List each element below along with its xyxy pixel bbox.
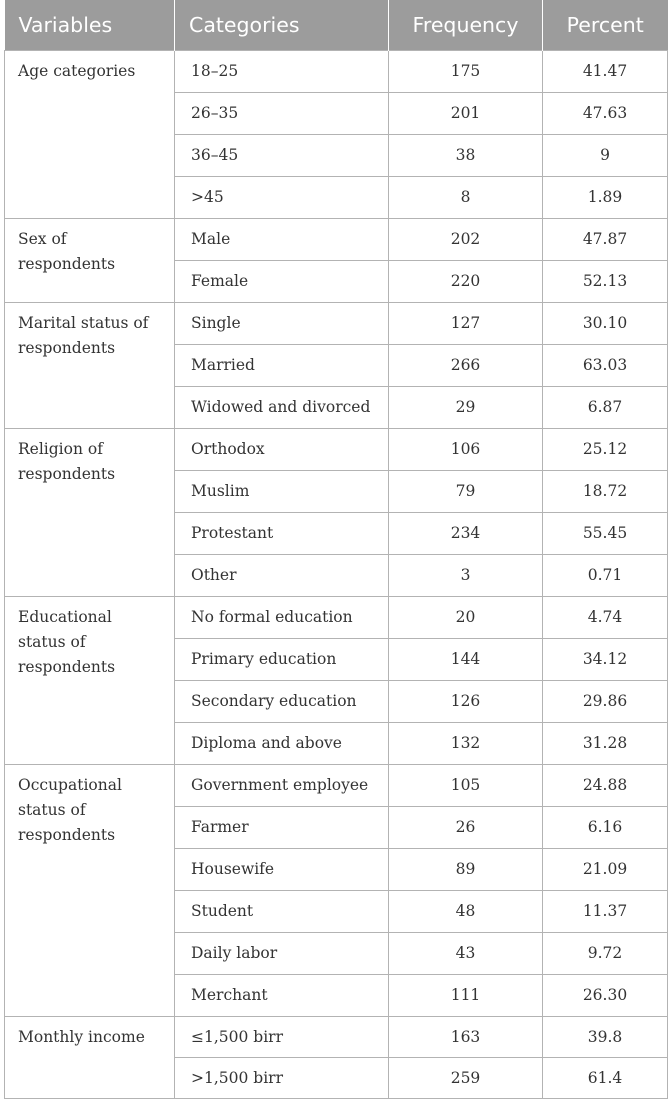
variable-label: Occupational status of respondents [18,775,122,844]
category-cell: Housewife [175,848,389,890]
percent-cell: 0.71 [543,554,668,596]
category-cell: Government employee [175,764,389,806]
percent-cell: 9 [543,134,668,176]
percent-cell: 11.37 [543,890,668,932]
percent-cell: 34.12 [543,638,668,680]
category-cell: Other [175,554,389,596]
table-row [5,50,668,92]
frequency-cell: 220 [389,260,543,302]
frequency-cell: 201 [389,92,543,134]
category-cell: Widowed and divorced [175,386,389,428]
frequency-cell: 202 [389,218,543,260]
percent-cell: 41.47 [543,50,668,92]
percent-cell: 4.74 [543,596,668,638]
table-body [5,50,668,1098]
frequency-cell: 111 [389,974,543,1016]
frequency-cell: 20 [389,596,543,638]
percent-cell: 52.13 [543,260,668,302]
sociodemographic-table [4,0,668,1099]
frequency-cell: 175 [389,50,543,92]
frequency-cell: 26 [389,806,543,848]
frequency-cell: 38 [389,134,543,176]
percent-cell: 47.63 [543,92,668,134]
table-row [5,218,668,260]
category-cell: Farmer [175,806,389,848]
percent-cell: 26.30 [543,974,668,1016]
table-row [5,1016,668,1057]
variable-label: Sex of respondents [18,229,116,273]
variable-cell [5,50,175,218]
table-row [5,302,668,344]
category-cell: Daily labor [175,932,389,974]
category-cell: Secondary education [175,680,389,722]
category-cell: >1,500 birr [175,1057,389,1098]
frequency-cell: 105 [389,764,543,806]
percent-cell: 25.12 [543,428,668,470]
percent-cell: 18.72 [543,470,668,512]
frequency-cell: 106 [389,428,543,470]
category-cell: Married [175,344,389,386]
percent-cell: 6.87 [543,386,668,428]
percent-cell: 55.45 [543,512,668,554]
frequency-cell: 89 [389,848,543,890]
variable-label: Monthly income [18,1027,145,1046]
variable-cell [5,218,175,302]
percent-cell: 63.03 [543,344,668,386]
category-cell: Student [175,890,389,932]
percent-cell: 31.28 [543,722,668,764]
percent-cell: 47.87 [543,218,668,260]
variable-label: Educational status of respondents [18,607,116,676]
percent-cell: 29.86 [543,680,668,722]
frequency-cell: 8 [389,176,543,218]
frequency-cell: 234 [389,512,543,554]
frequency-cell: 132 [389,722,543,764]
category-cell: Male [175,218,389,260]
variable-cell [5,1016,175,1098]
percent-cell: 61.4 [543,1057,668,1098]
frequency-cell: 127 [389,302,543,344]
percent-cell: 39.8 [543,1016,668,1057]
percent-cell: 6.16 [543,806,668,848]
variable-label: Age categories [18,61,136,80]
frequency-cell: 259 [389,1057,543,1098]
frequency-cell: 43 [389,932,543,974]
frequency-cell: 126 [389,680,543,722]
category-cell: Primary education [175,638,389,680]
category-cell: Single [175,302,389,344]
table-header [5,0,668,50]
category-cell: >45 [175,176,389,218]
variable-label: Marital status of respondents [18,313,149,357]
variable-label: Religion of respondents [18,439,116,483]
header-frequency: Frequency [389,0,543,50]
percent-cell: 21.09 [543,848,668,890]
frequency-cell: 29 [389,386,543,428]
variable-cell [5,764,175,1016]
table-row [5,428,668,470]
frequency-cell: 266 [389,344,543,386]
header-row [5,0,668,50]
table-row [5,764,668,806]
category-cell: Protestant [175,512,389,554]
percent-cell: 9.72 [543,932,668,974]
percent-cell: 24.88 [543,764,668,806]
category-cell: Orthodox [175,428,389,470]
category-cell: Merchant [175,974,389,1016]
header-variables: Variables [5,0,175,50]
category-cell: Female [175,260,389,302]
frequency-cell: 79 [389,470,543,512]
category-cell: No formal education [175,596,389,638]
category-cell: Muslim [175,470,389,512]
variable-cell [5,596,175,764]
frequency-cell: 163 [389,1016,543,1057]
header-percent: Percent [543,0,668,50]
percent-cell: 30.10 [543,302,668,344]
percent-cell: 1.89 [543,176,668,218]
frequency-cell: 48 [389,890,543,932]
variable-cell [5,428,175,596]
header-categories: Categories [175,0,389,50]
category-cell: ≤1,500 birr [175,1016,389,1057]
table-row [5,596,668,638]
category-cell: Diploma and above [175,722,389,764]
category-cell: 36–45 [175,134,389,176]
frequency-cell: 144 [389,638,543,680]
frequency-cell: 3 [389,554,543,596]
category-cell: 18–25 [175,50,389,92]
category-cell: 26–35 [175,92,389,134]
variable-cell [5,302,175,428]
